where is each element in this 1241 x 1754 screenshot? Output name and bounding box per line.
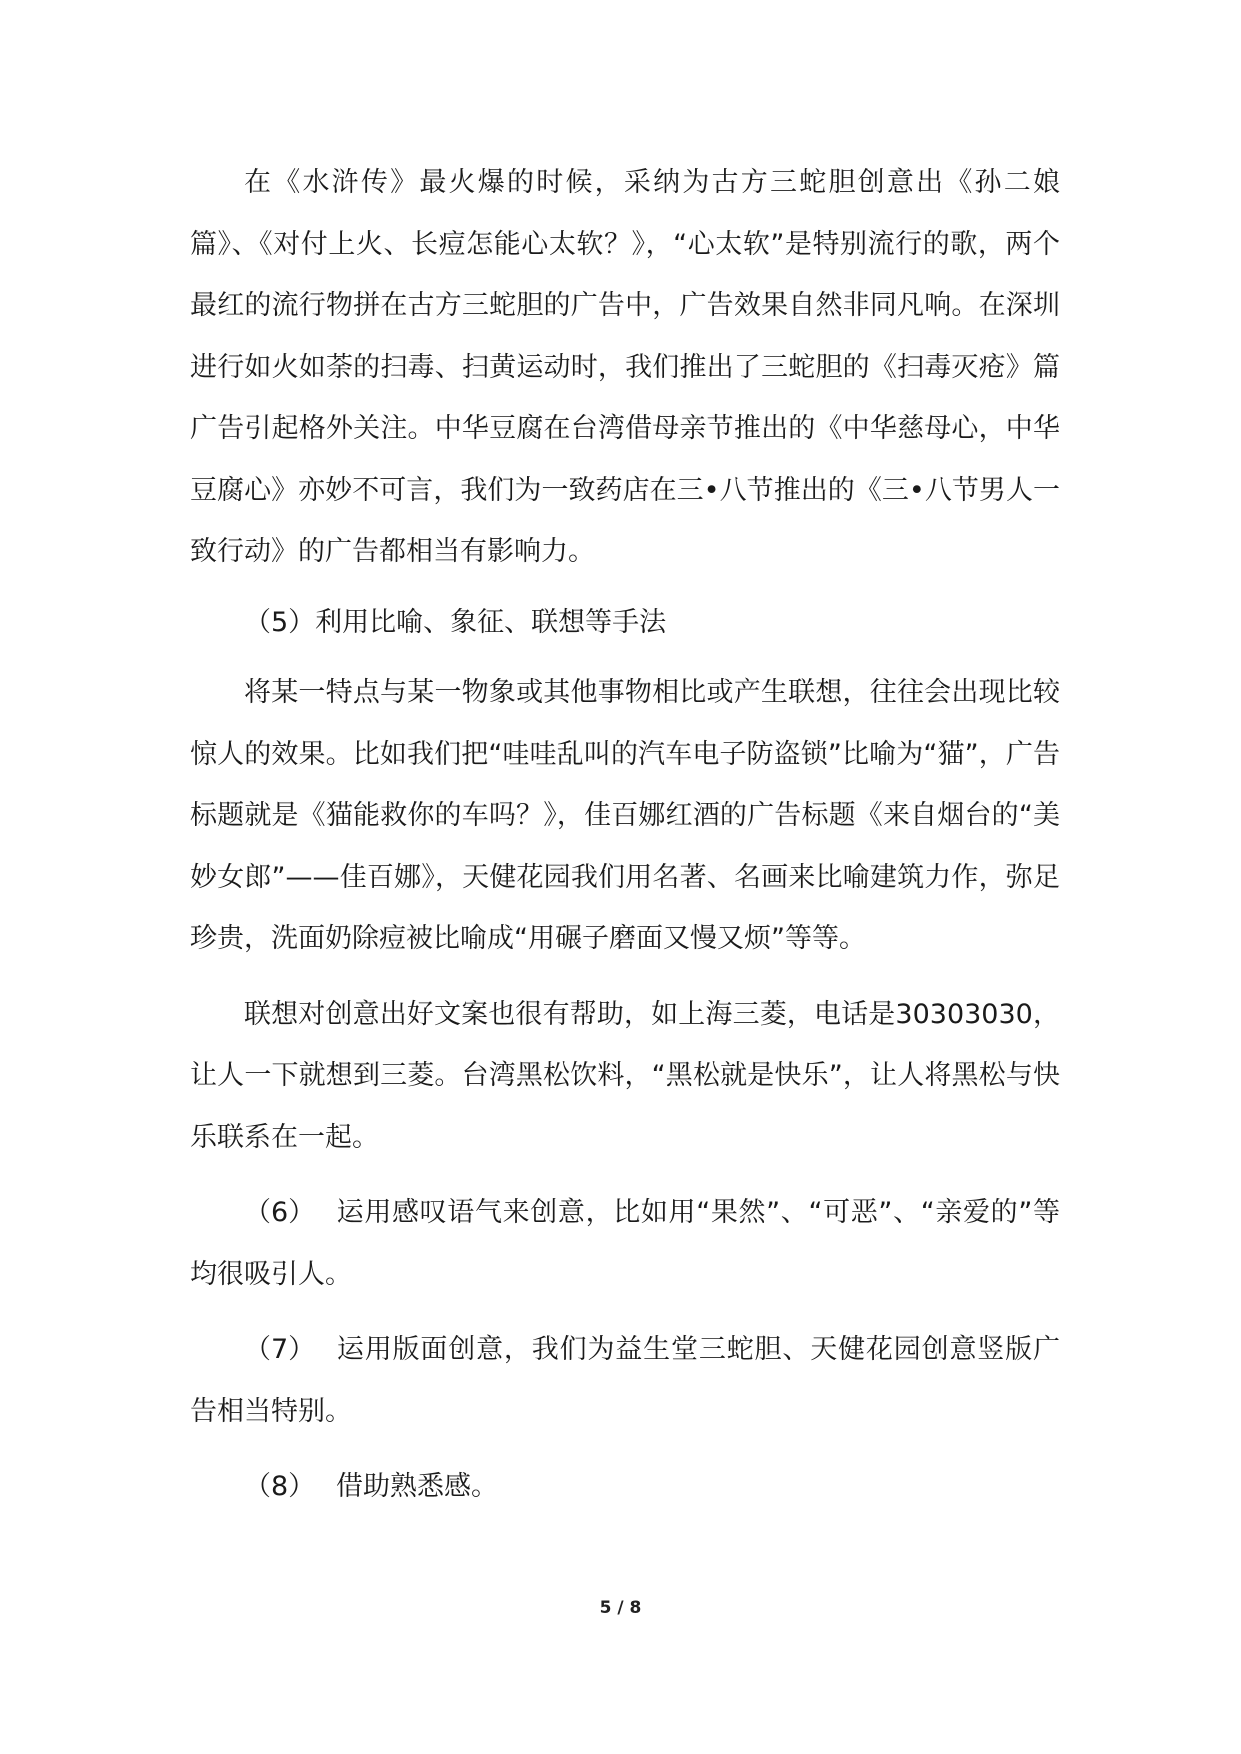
list-item-6	[190, 1182, 1060, 1305]
list-item-8-text: 借助熟悉感。	[336, 1471, 498, 1502]
paragraph-association: 联想对创意出好文案也很有帮助，如上海三菱，电话是30303030，让人一下就想到三菱。台湾黑松饮料，“黑松就是快乐”，让人将黑松与快乐联系在一起。	[190, 998, 1060, 1153]
body-text	[190, 152, 1060, 1518]
list-item-7-text: 运用版面创意，我们为益生堂三蛇胆、天健花园创意竖版广告相当特别。	[190, 1334, 1060, 1427]
list-item-6-mark: （6）	[244, 1197, 316, 1228]
list-item-7-mark: （7）	[244, 1334, 316, 1365]
list-item-6-text: 运用感叹语气来创意，比如用“果然”、“可恶”、“亲爱的”等均很吸引人。	[190, 1197, 1060, 1290]
paragraph-metaphor: 将某一特点与某一物象或其他事物相比或产生联想，往往会出现比较惊人的效果。比如我们把“哇哇乱叫的汽车电子防盗锁”比喻为“猫”，广告标题就是《猫能救你的车吗？》，佳百娜红酒的广告标题《来自烟台的“美妙女郎”——佳百娜》，天健花园我们用名著、名画来比喻建筑力作，弥足珍贵，洗面奶除痘被比喻成“用碾子磨面又慢又烦”等等。	[190, 677, 1060, 954]
list-item-8-mark: （8）	[244, 1471, 316, 1502]
paragraph-shuihu: 在《水浒传》最火爆的时候，采纳为古方三蛇胆创意出《孙二娘篇》、《对付上火、长痘怎能心太软？》，“心太软”是特别流行的歌，两个最红的流行物拼在古方三蛇胆的广告中，广告效果自然非同凡响。在深圳进行如火如荼的扫毒、扫黄运动时，我们推出了三蛇胆的《扫毒灭疮》篇广告引起格外关注。中华豆腐在台湾借母亲节推出的《中华慈母心，中华豆腐心》亦妙不可言，我们为一致药店在三•八节推出的《三•八节男人一致行动》的广告都相当有影响力。	[190, 167, 1060, 567]
list-item-8	[190, 1456, 1060, 1518]
section-heading-5: （5）利用比喻、象征、联想等手法	[244, 606, 667, 638]
list-item-7	[190, 1319, 1060, 1442]
page-number: 5 / 8	[599, 1598, 642, 1618]
